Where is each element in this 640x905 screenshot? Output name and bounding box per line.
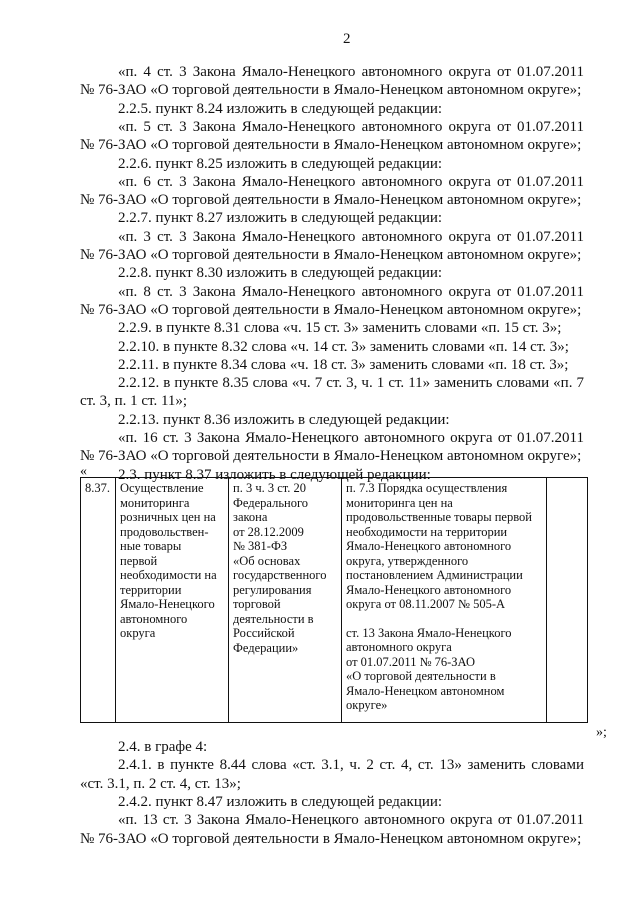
quote-close-mark: »; (596, 725, 607, 740)
cell-text-line: округа (120, 626, 156, 640)
cell-text-line: «О торговой деятельности в (346, 669, 496, 683)
cell-text-line: деятельности в (233, 611, 314, 626)
cell-text-line: необходимости на (120, 568, 217, 582)
text-line: «п. 16 ст. 3 Закона Ямало-Ненецкого автономного округа от 01.07.2011 (118, 430, 584, 446)
cell-text-line: Ямало-Ненецкого автономного (346, 582, 512, 597)
cell-text-line: ст. 13 Закона Ямало-Ненецкого (346, 625, 512, 640)
cell-text-line: Осуществление (120, 481, 204, 495)
text-line: № 76-ЗАО «О торговой деятельности в Ямало-Ненецком автономном округе»; (80, 192, 582, 209)
text-line: № 76-ЗАО «О торговой деятельности в Ямало-Ненецком автономном округе»; (80, 301, 582, 318)
cell-regional-acts (342, 478, 547, 723)
text-line: 2.4.1. в пункте 8.44 слова «ст. 3.1, ч. 2 ст. 4, ст. 13» заменить словами (118, 757, 584, 774)
table-row (81, 478, 588, 723)
cell-text-line: автономного (120, 611, 188, 626)
cell-gap (346, 612, 542, 626)
text-line: № 76-ЗАО «О торговой деятельности в Ямало-Ненецком автономном округе»; (80, 137, 582, 154)
text-line: «ст. 3.1, п. 2 ст. 4, ст. 13»; (80, 775, 241, 792)
cell-text-line: Ямало-Ненецком автономном (346, 683, 505, 698)
cell-text-line: розничных цен на (120, 510, 216, 524)
text-line: 2.2.5. пункт 8.24 изложить в следующей редакции: (118, 100, 443, 117)
cell-empty (547, 478, 588, 723)
text-line: № 76-ЗАО «О торговой деятельности в Ямало-Ненецком автономном округе»; (80, 448, 582, 465)
cell-text-line: Российской (233, 626, 295, 640)
cell-text-line: мониторинга цен на (346, 495, 453, 510)
cell-federal-law (229, 478, 342, 723)
text-line: «п. 8 ст. 3 Закона Ямало-Ненецкого автономного округа от 01.07.2011 (118, 283, 584, 300)
cell-description (116, 478, 229, 723)
text-line: 2.4. в графе 4: (118, 739, 208, 755)
cell-text-line: продовольственные товары первой (346, 510, 532, 524)
text-line: ст. 3, п. 1 ст. 11»; (80, 393, 188, 410)
text-line: 2.2.10. в пункте 8.32 слова «ч. 14 ст. 3» заменить словами «п. 14 ст. 3»; (118, 338, 569, 355)
cell-text-line: государственного (233, 568, 327, 582)
text-line: 2.3. пункт 8.37 изложить в следующей редакции: (118, 466, 431, 483)
text-line: «п. 4 ст. 3 Закона Ямало-Ненецкого автономного округа от 01.07.2011 (118, 64, 584, 80)
text-line: 2.2.9. в пункте 8.31 слова «ч. 15 ст. 3» заменить словами «п. 15 ст. 3»; (118, 320, 562, 337)
page-number: 2 (343, 31, 351, 47)
text-line: «п. 3 ст. 3 Закона Ямало-Ненецкого автономного округа от 01.07.2011 (118, 228, 584, 245)
cell-text-line: округе» (346, 698, 388, 712)
text-line: 2.2.8. пункт 8.30 изложить в следующей редакции: (118, 265, 443, 282)
text-line: 2.2.11. в пункте 8.34 слова «ч. 18 ст. 3» заменить словами «п. 18 ст. 3»; (118, 356, 569, 373)
cell-number: 8.37. (81, 478, 116, 723)
text-line: № 76-ЗАО «О торговой деятельности в Ямало-Ненецком автономном округе»; (80, 82, 582, 99)
text-line: 2.2.6. пункт 8.25 изложить в следующей редакции: (118, 155, 443, 172)
text-line: «п. 5 ст. 3 Закона Ямало-Ненецкого автономного округа от 01.07.2011 (118, 118, 584, 135)
cell-text-line: торговой (233, 597, 281, 611)
cell-text-line: Ямало-Ненецкого автономного (346, 539, 512, 553)
text-line: 2.2.12. в пункте 8.35 слова «ч. 7 ст. 3, ч. 1 ст. 11» заменить словами «п. 7 (118, 375, 584, 392)
cell-text-line: № 381-ФЗ (233, 539, 288, 553)
cell-text-line: автономного округа (346, 640, 452, 654)
amendment-table (80, 477, 588, 723)
text-line: «п. 13 ст. 3 Закона Ямало-Ненецкого автономного округа от 01.07.2011 (118, 812, 584, 829)
text-line: 2.2.13. пункт 8.36 изложить в следующей редакции: (118, 411, 450, 428)
cell-text-line: постановлением Администрации (346, 568, 523, 582)
cell-text-line: закона (233, 510, 268, 524)
cell-text-line: ные товары (120, 539, 182, 553)
cell-text-line: округа от 08.11.2007 № 505-А (346, 597, 506, 611)
cell-text-line: необходимости на территории (346, 524, 508, 539)
quote-open-mark: « (80, 464, 87, 479)
cell-text-line: от 01.07.2011 № 76-ЗАО (346, 654, 475, 669)
cell-text-line: от 28.12.2009 (233, 524, 304, 539)
cell-text-line: п. 3 ч. 3 ст. 20 (233, 481, 307, 495)
cell-text-line: Ямало-Ненецкого (120, 597, 215, 611)
cell-text-line: мониторинга (120, 495, 190, 510)
text-line: 2.2.7. пункт 8.27 изложить в следующей редакции: (118, 210, 443, 227)
text-line: № 76-ЗАО «О торговой деятельности в Ямало-Ненецком автономном округе»; (80, 830, 582, 847)
text-line: № 76-ЗАО «О торговой деятельности в Ямало-Ненецком автономном округе»; (80, 247, 582, 263)
cell-text-line: «Об основах (233, 553, 301, 568)
text-line: 2.4.2. пункт 8.47 изложить в следующей редакции: (118, 793, 443, 810)
cell-text-line: первой (120, 553, 158, 568)
cell-text-line: Федерации» (233, 640, 299, 655)
cell-text-line: Федерального (233, 495, 309, 510)
cell-text-line: территории (120, 582, 182, 597)
cell-text-line: п. 7.3 Порядка осуществления (346, 481, 508, 495)
text-line: «п. 6 ст. 3 Закона Ямало-Ненецкого автономного округа от 01.07.2011 (118, 173, 584, 190)
cell-text-line: регулирования (233, 582, 312, 597)
cell-text-line: продовольствен- (120, 524, 209, 539)
cell-text-line: округа, утвержденного (346, 553, 469, 568)
